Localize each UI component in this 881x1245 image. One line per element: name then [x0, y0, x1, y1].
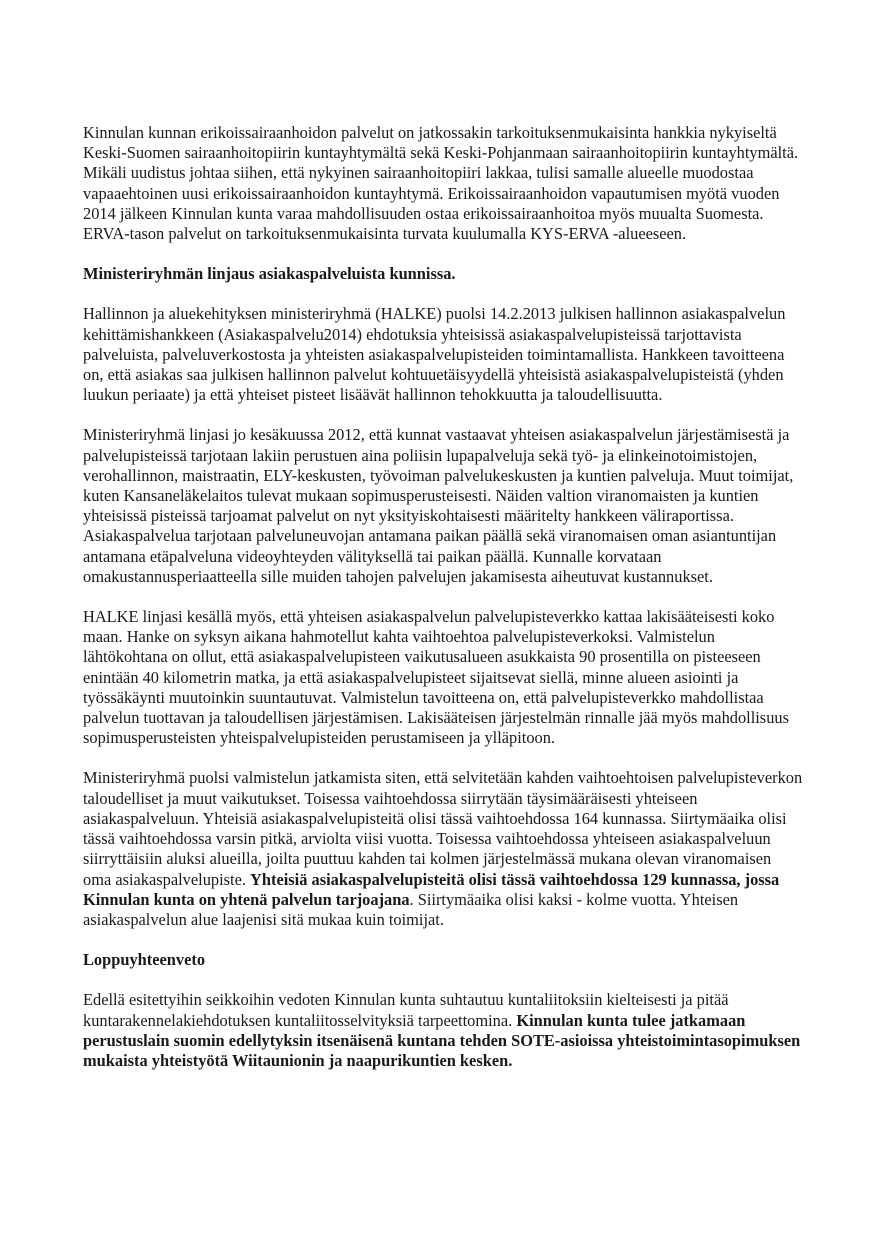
paragraph: Kinnulan kunnan erikoissairaanhoidon palvelut on jatkossakin tarkoituksenmukaisinta hankkia nykyiseltä Keski-Suomen sairaanhoitopiirin kuntayhtymältä sekä Keski-Pohjanmaan sairaanhoitopiirin kuntayhtymältä. Mikäli uudistus johtaa siihen, että nykyinen sairaanhoitopiiri lakkaa, tulisi samalle alueelle muodostaa vapaaehtoinen uusi erikoissairaanhoidon kuntayhtymä. Erikoissairaanhoidon vapautumisen myötä vuoden 2014 jälkeen Kinnulan kunta varaa mahdollisuuden ostaa erikoissairaanhoitoa myös muualta Suomesta. ERVA-tason palvelut on tarkoituksenmukaisinta turvata kuulumalla KYS-ERVA -alueeseen.	[83, 123, 799, 244]
document-body	[83, 123, 803, 1091]
emphasized-text: Kinnulan kunta tulee jatkamaan perustuslain suomin edellytyksin itsenäisenä kuntana tehden SOTE-asioissa yhteistoimintasopimuksen mukaista yhteistyötä Wiitaunionin ja naapurikuntien kesken.	[83, 1010, 801, 1070]
emphasized-text: Yhteisiä asiakaspalvelupisteitä olisi tässä vaihtoehdossa 129 kunnassa, jossa Kinnulan kunta on yhtenä palvelun tarjoajana	[83, 869, 780, 909]
paragraph-text: . Siirtymäaika olisi kaksi - kolme vuotta. Yhteisen asiakaspalvelun alue laajenisi sitä mukaa kuin toimijat.	[83, 889, 739, 929]
paragraph: HALKE linjasi kesällä myös, että yhteisen asiakaspalvelun palvelupisteverkko kattaa lakisääteisesti koko maan. Hanke on syksyn aikana hahmotellut kahta vaihtoehtoa palvelupisteverkoksi. Valmistelun lähtökohtana on ollut, että asiakaspalvelupisteen vaikutusalueen asukkaista 90 prosentilla on pisteeseen enintään 40 kilometrin matka, ja että asiakaspalvelupisteet sijaitsevat siellä, minne alueen asiointi ja työssäkäynti muutoinkin suuntautuvat. Valmistelun tavoitteena on, että palvelupisteverkko mahdollistaa palvelun tuottavan ja taloudellisen järjestämisen. Lakisääteisen järjestelmän rinnalle jää myös mahdollisuus sopimusperusteisten yhteispalvelupisteiden perustamiseen ja ylläpitoon.	[83, 607, 789, 748]
paragraph	[83, 990, 803, 1071]
paragraph-text: Edellä esitettyihin seikkoihin vedoten Kinnulan kunta suhtautuu kuntaliitoksiin kielteisesti ja pitää kuntarakennelakiehdotuksen kuntaliitosselvityksiä tarpeettomina.	[83, 990, 729, 1030]
section-heading: Ministeriryhmän linjaus asiakaspalveluista kunnissa.	[83, 264, 456, 284]
paragraph: Hallinnon ja aluekehityksen ministeriryhmä (HALKE) puolsi 14.2.2013 julkisen hallinnon asiakaspalvelun kehittämishankkeen (Asiakaspalvelu2014) ehdotuksia yhteisissä asiakaspalvelupisteissä tarjottavista palveluista, palveluverkostosta ja yhteisten asiakaspalvelupisteiden toimintamallista. Hankkeen tavoitteena on, että asiakas saa julkisen hallinnon palvelut kohtuuetäisyydellä yhteisistä asiakaspalvelupisteistä (yhden luukun periaate) ja että yhteiset pisteet lisäävät hallinnon tehokkuutta ja taloudellisuutta.	[83, 304, 786, 405]
section-heading: Loppuyhteenveto	[83, 950, 206, 970]
paragraph	[83, 768, 803, 930]
paragraph-text: Ministeriryhmä puolsi valmistelun jatkamista siten, että selvitetään kahden vaihtoehtoisen palvelupisteverkon taloudelliset ja muut vaikutukset. Toisessa vaihtoehdossa siirrytään täysimääräisesti yhteiseen asiakaspalveluun. Yhteisiä asiakaspalvelupisteitä olisi tässä vaihtoehdossa 164 kunnassa. Siirtymäaika olisi tässä vaihtoehdossa varsin pitkä, arviolta viisi vuotta. Toisessa vaihtoehdossa yhteiseen asiakaspalveluun siirryttäisiin aluksi alueilla, joilta puuttuu kahden tai kolmen järjestelmässä mukana olevan viranomaisen oma asiakaspalvelupiste.	[83, 768, 803, 889]
paragraph: Ministeriryhmä linjasi jo kesäkuussa 2012, että kunnat vastaavat yhteisen asiakaspalvelun järjestämisestä ja palvelupisteissä tarjotaan lakiin perustuen aina poliisin lupapalveluja sekä työ- ja elinkeinotoimistojen, verohallinnon, maistraatin, ELY-keskusten, työvoiman palvelukeskusten ja kuntien palveluja. Muut toimijat, kuten Kansaneläkelaitos tulevat mukaan sopimusperusteisesti. Näiden valtion viranomaisten ja kuntien yhteisissä pisteissä tarjoamat palvelut on nyt yksityiskohtaisesti määritelty hankkeen väliraportissa. Asiakaspalvelua tarjotaan palveluneuvojan antamana paikan päällä sekä viranomaisen oman asiantuntijan antamana etäpalveluna videoyhteyden välityksellä tai paikan päällä. Kunnalle korvataan omakustannusperiaatteella sille muiden tahojen palvelujen jakamisesta aiheutuvat kustannukset.	[83, 425, 794, 586]
